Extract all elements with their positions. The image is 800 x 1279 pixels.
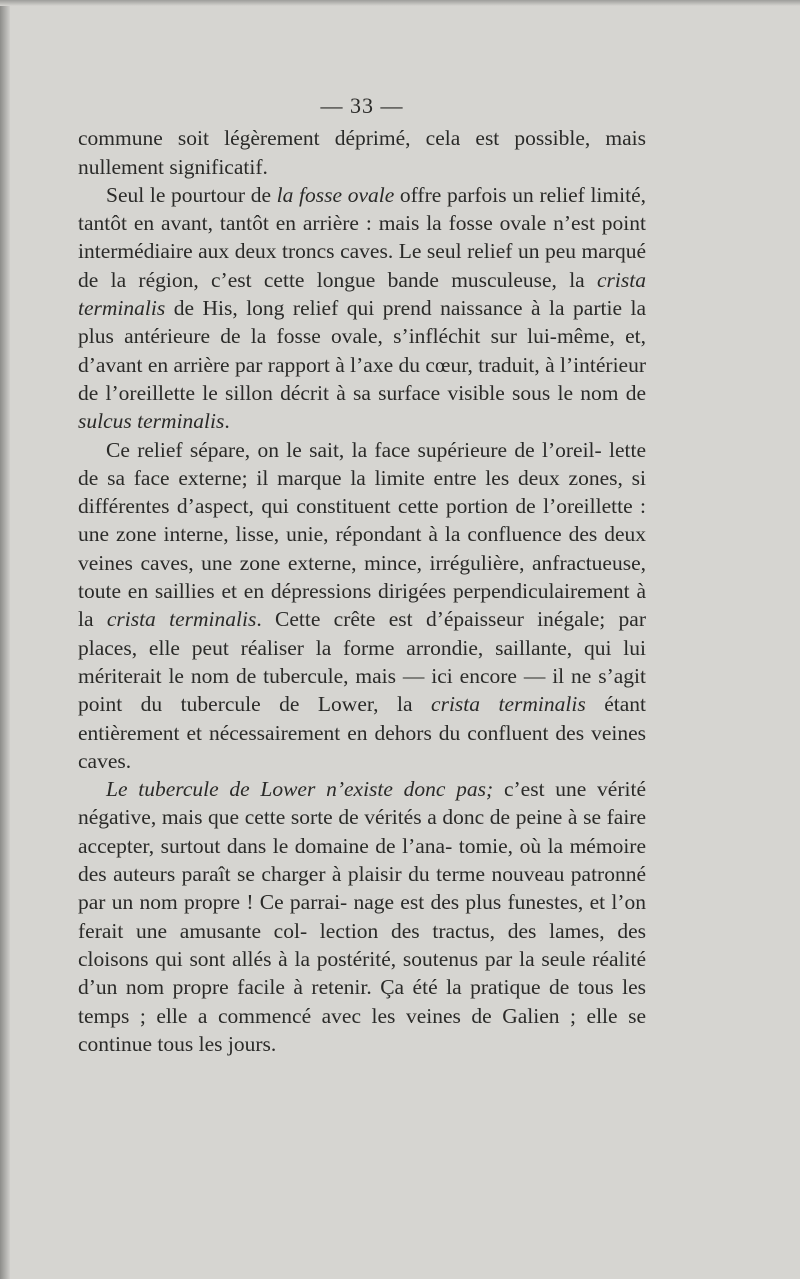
text-segment: . <box>224 409 230 434</box>
italic-term: sulcus terminalis <box>78 409 225 434</box>
paragraph-1 <box>78 124 646 181</box>
italic-term: la fosse ovale <box>276 182 395 207</box>
paragraph-3 <box>78 436 646 776</box>
text-segment: Ce relief sépare, on le sait, la face supérieure de l’oreil- lette de sa face externe; il marque la limite entre les deux zones, si différentes d’aspect, qui constituent cette portion de l’oreillette : une zone interne, lisse, unie, répondant à la confluence des deux veines caves, une zone externe, mince, irrégulière, anfractueuse, toute en saillies et en dépressions dirigées perpendiculairement à la <box>78 437 646 632</box>
paragraph-4 <box>78 775 646 1058</box>
text-segment: offre parfois un relief limité, tantôt en avant, tantôt en arrière : mais la fosse ovale n’est point intermédiaire aux deux troncs caves. Le seul relief un peu marqué de la région, c’est cette longue bande musculeuse, la <box>78 182 646 292</box>
page-shadow-left <box>0 0 10 1279</box>
text-segment: . Cette crête est d’épaisseur inégale; par places, elle peut réaliser la forme arrondie, saillante, qui lui mériterait le nom de tubercule, mais — ici encore — il ne s’agit point du tubercule de Lower, la <box>78 607 646 717</box>
text-segment: commune soit légèrement déprimé, cela est possible, mais nullement significatif. <box>78 126 646 179</box>
text-segment: c’est une vérité négative, mais que cette sorte de vérités a donc de peine à se faire accepter, surtout dans le domaine de l’ana- tomie, où la mémoire des auteurs paraît se charger à plaisir du terme nouveau patronné par un nom propre ! Ce parrai- nage est des plus funestes, et l’on ferait une amusante col- lection des tractus, des lames, des cloisons qui sont allés à la postérité, soutenus par la seule réalité d’un nom propre facile à retenir. Ça été la pratique de tous les temps ; elle a commencé avec les veines de Galien ; elle se continue tous les jours. <box>78 777 646 1056</box>
italic-term: crista terminalis <box>78 267 646 321</box>
italic-term: crista terminalis <box>431 692 586 717</box>
italic-term: crista terminalis <box>106 607 257 632</box>
paragraphs <box>78 124 646 1058</box>
paragraph-2 <box>78 181 646 436</box>
page-number: — 33 — <box>320 93 404 118</box>
text-segment: étant entièrement et nécessairement en dehors du confluent des veines caves. <box>78 692 646 773</box>
text-segment: Seul le pourtour de <box>106 182 277 207</box>
page-shadow-top <box>0 0 800 6</box>
page-text-block <box>78 92 646 1058</box>
italic-term: Le tubercule de Lower n’existe donc pas; <box>106 777 494 802</box>
text-segment: de His, long relief qui prend naissance à la partie la plus antérieure de la fosse ovale, s’infléchit sur lui-même, et, d’avant en arrière par rapport à l’axe du cœur, traduit, à l’intérieur de l’oreillette le sillon décrit à sa surface visible sous le nom de <box>78 296 647 405</box>
